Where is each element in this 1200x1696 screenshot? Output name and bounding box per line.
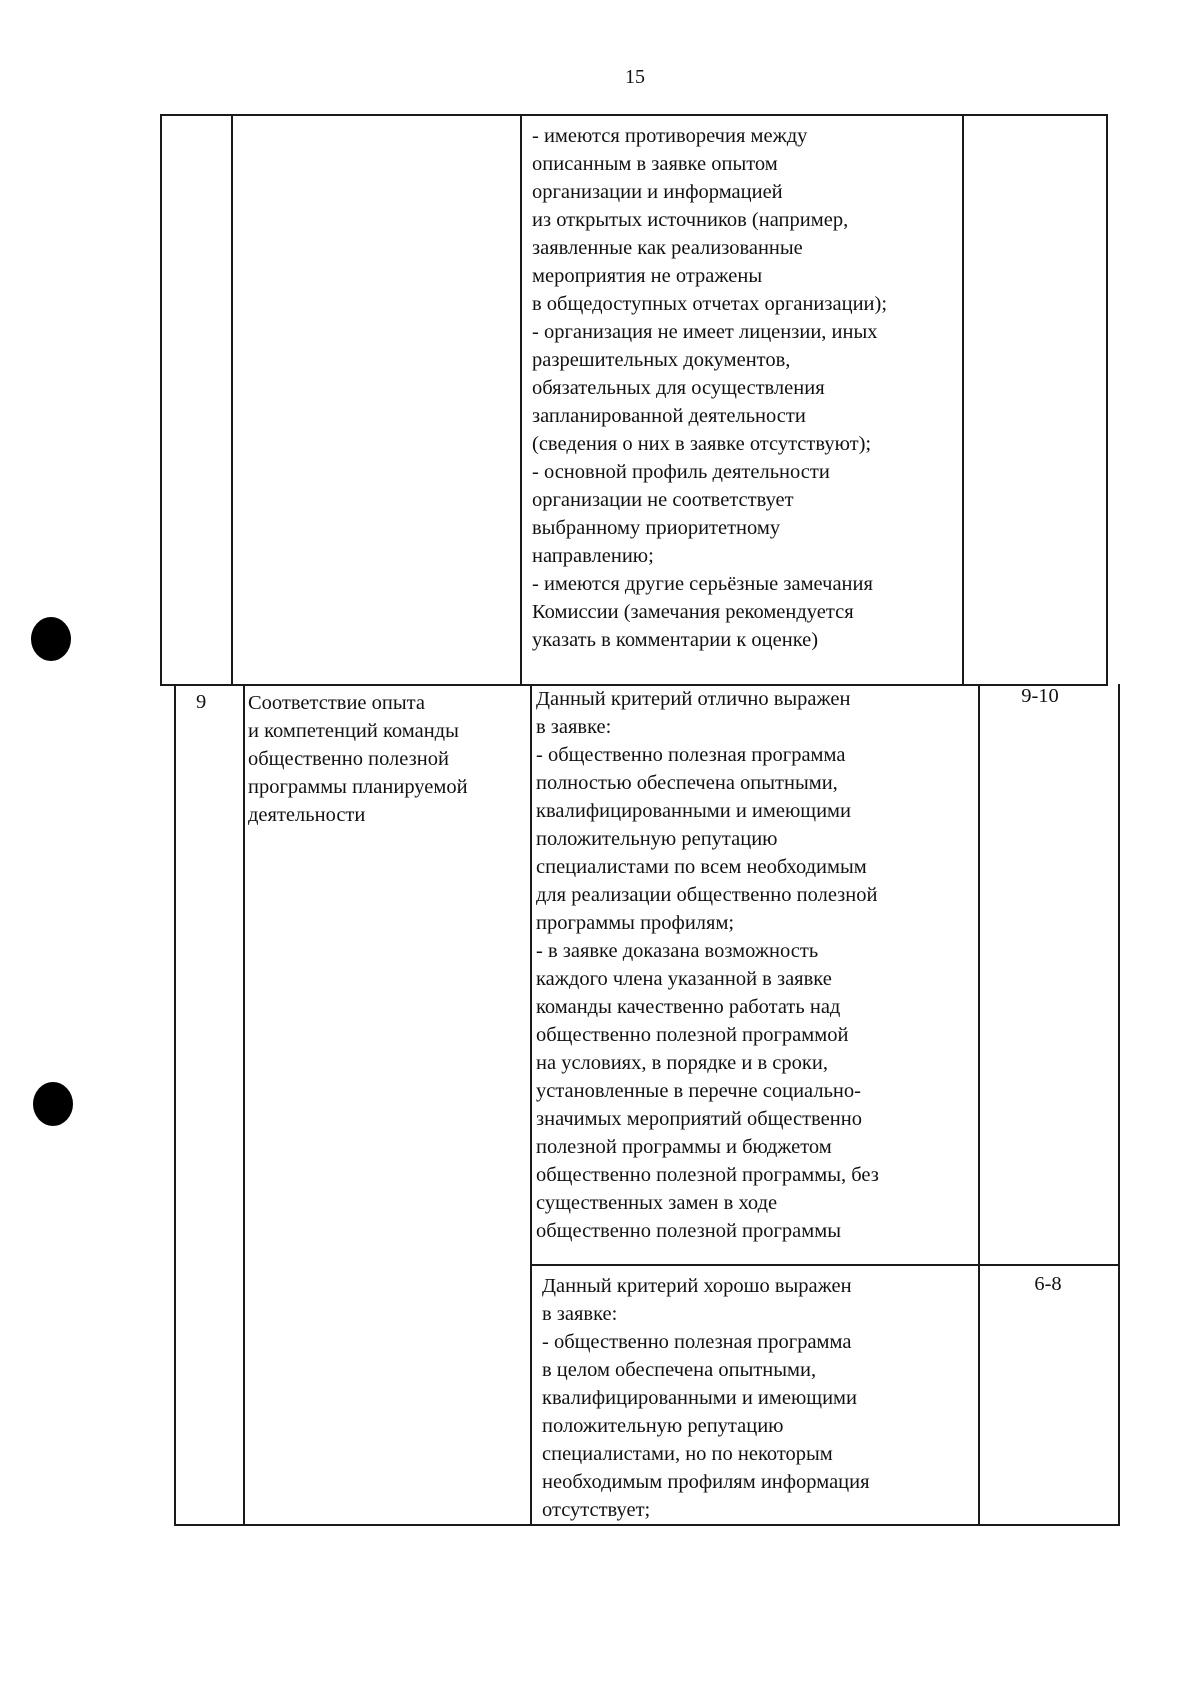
punch-hole-bottom [33,1082,73,1126]
page-number: 15 [625,66,645,88]
level-good-score: 6-8 [1034,1273,1062,1295]
column-separator-3-lower [978,684,980,1526]
column-separator-2-lower [530,684,532,1526]
column-separator-1-lower [243,684,245,1526]
table-border-top [160,114,1108,116]
column-separator-3 [962,114,964,686]
table-border-left-lower [174,684,176,1526]
table-border-left [160,114,162,686]
punch-hole-top [31,617,71,661]
table-border-right [1106,114,1108,686]
level-separator [530,1264,1120,1266]
table-border-right-lower [1118,684,1120,1526]
column-separator-1 [231,114,233,686]
continuation-description: - имеются противоречия между описанным в заявке опытом организации и информацией из открытых источников (например, заявленные как реализованные мероприятия не отражены в общедоступных отчетах организации); - организация не имеет лицензии, иных разрешительных документов, обязательных для осуществления запланированной деятельности (сведения о них в заявке отсутствуют); - основной профиль деятельности организации не соответствует выбранному приоритетному направлению; - имеются другие серьёзные замечания Комиссии (замечания рекомендуется указать в комментарии к оценке) [532,125,888,651]
level-excellent-description: Данный критерий отлично выражен в заявке: - общественно полезная программа полностью обеспечена опытными, квалифицированными и имеющими положительную репутацию специалистами по всем необходимым для реализации общественно полезной программы профилям; - в заявке доказана возможность каждого члена указанной в заявке команды качественно работать над общественно полезной программой на условиях, в порядке и в сроки, установленные в перечне социально- значимых мероприятий общественно полезной программы и бюджетом общественно полезной программы, без существенных замен в ходе общественно полезной программы [536,688,879,1242]
criterion-name: Соответствие опыта и компетенций команды общественно полезной программы планируемой деятельности [248,692,468,826]
level-excellent-score: 9-10 [1021,685,1059,707]
row-number: 9 [196,691,207,713]
column-separator-2 [520,114,522,686]
level-good-description: Данный критерий хорошо выражен в заявке: - общественно полезная программа в целом обеспечена опытными, квалифицированными и имеющими положительную репутацию специалистами, но по некоторым необходимым профилям информация отсутствует; [542,1275,870,1521]
